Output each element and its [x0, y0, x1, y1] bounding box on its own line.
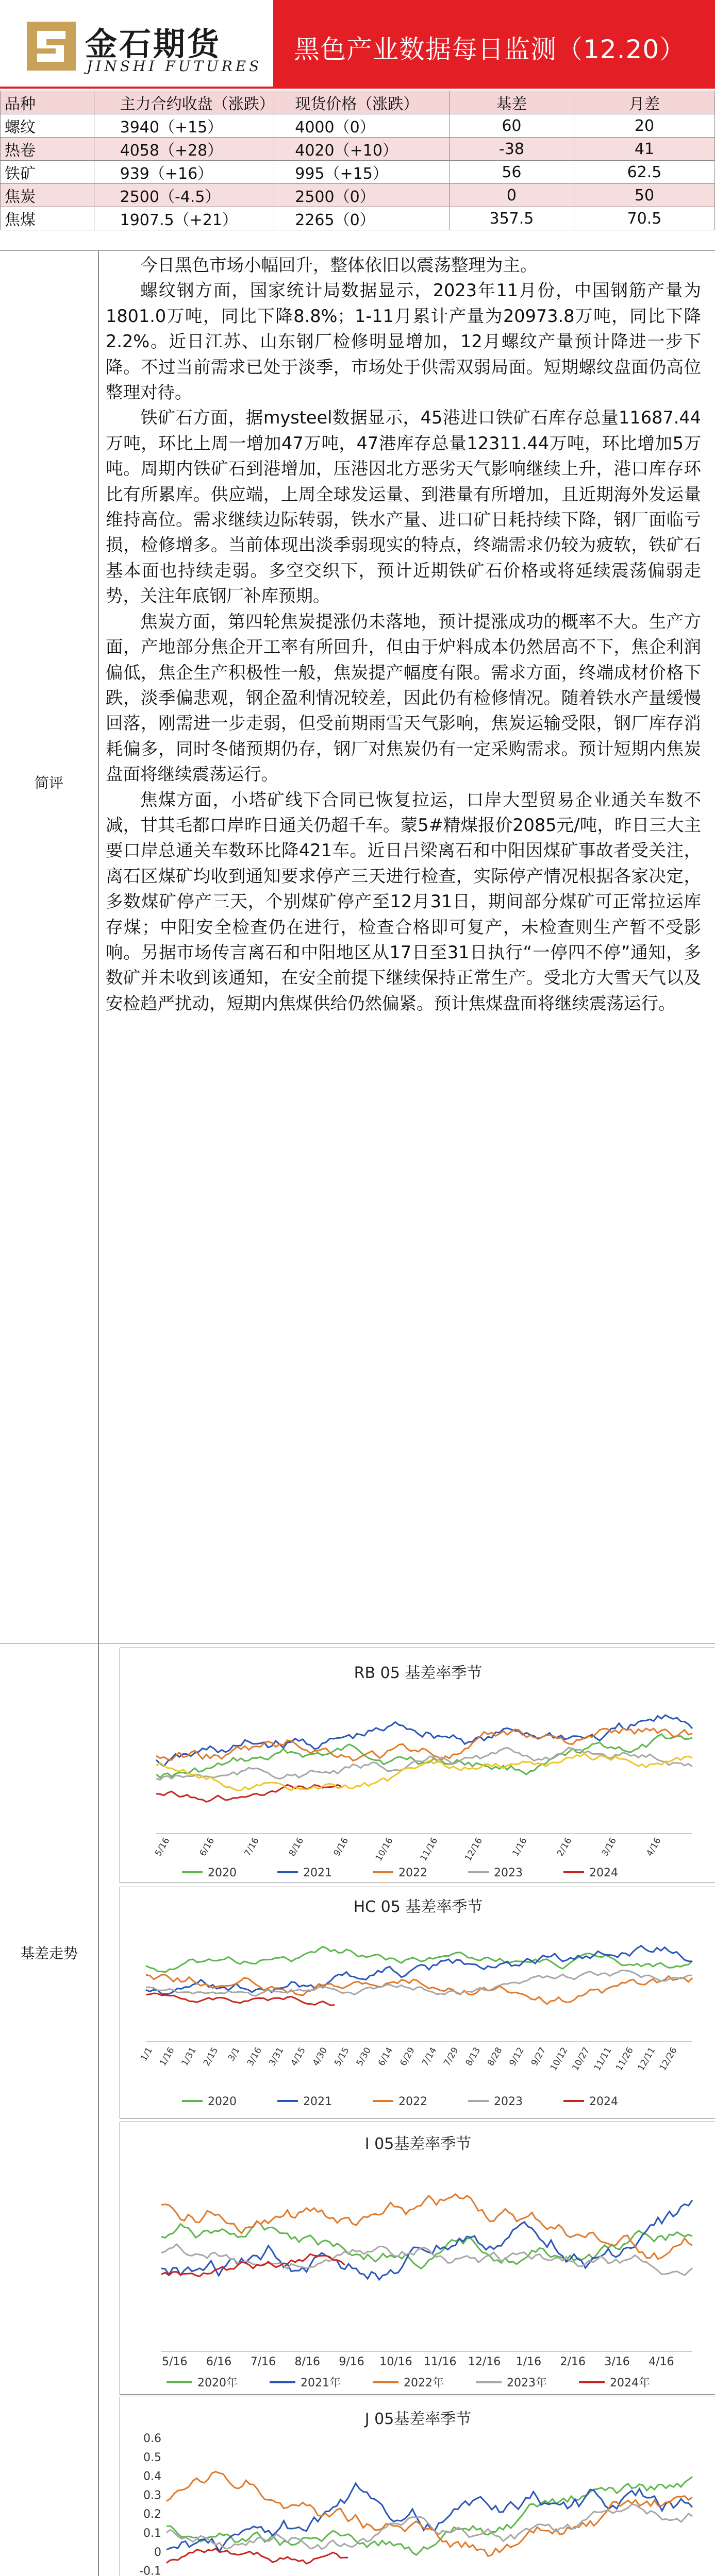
- x-tick-label: 11/16: [418, 1836, 440, 1863]
- x-tick-label: 8/13: [463, 2045, 483, 2068]
- x-tick-label: 8/16: [294, 2355, 320, 2368]
- legend-label: 2024年: [610, 2377, 650, 2389]
- legend-label: 2020: [208, 2095, 237, 2108]
- col-header: 月差: [574, 91, 714, 114]
- x-tick-label: 3/1: [226, 2045, 242, 2063]
- x-tick-label: 8/16: [287, 1836, 306, 1858]
- y-tick-label: -0.1: [139, 2565, 161, 2576]
- legend-label: 2021: [303, 2095, 332, 2108]
- legend-label: 2023: [494, 1867, 523, 1879]
- table-header-row: [1, 91, 715, 114]
- legend-label: 2023: [494, 2095, 523, 2108]
- table-cell: 357.5: [449, 207, 574, 230]
- commentary-label: 简评: [34, 774, 63, 791]
- x-tick-label: 12/26: [657, 2045, 679, 2073]
- chart-rb05-svg: [120, 1648, 715, 1883]
- y-tick-label: 0.6: [143, 2432, 161, 2445]
- report-header: [0, 0, 715, 88]
- chart-hc05: [120, 1887, 715, 2119]
- chart-title: HC 05 基差率季节: [353, 1898, 483, 1916]
- x-tick-label: 4/16: [649, 2355, 674, 2368]
- legend-label: 2022年: [404, 2377, 444, 2389]
- x-tick-label: 4/16: [644, 1836, 663, 1858]
- chart-title: I 05基差率季节: [364, 2135, 472, 2153]
- commentary-paragraph: 螺纹钢方面，国家统计局数据显示，2023年11月份，中国钢筋产量为1801.0万吨，同比下降8.8%；1-11月累计产量为20973.8万吨，同比下降2.2%。近日江苏、山东钢厂检修明显增加，12月螺纹产量预计降进一步下降。不过当前需求已处于淡季，市场处于供需双弱局面。短期螺纹盘面仍高位整理对待。: [106, 280, 701, 403]
- col-header: 主力合约收盘（涨跌）: [94, 91, 274, 114]
- series-line: [146, 1970, 692, 1996]
- x-tick-label: 10/16: [373, 1836, 395, 1863]
- x-tick-label: 7/16: [242, 1836, 261, 1858]
- legend-label: 2021: [303, 1867, 332, 1879]
- table-cell: 焦炭: [1, 184, 94, 207]
- commentary-paragraph: 焦煤方面，小塔矿线下合同已恢复拉运，口岸大型贸易企业通关车数不减，甘其毛都口岸昨日通关仍超千车。蒙5#精煤报价2085元/吨，昨日三大主要口岸总通关车数环比降421车。近日吕梁离石和中阳因煤矿事故者受关注，离石区煤矿均收到通知要求停产三天进行检查，实际停产情况根据各家决定，多数煤矿停产三天，个别煤矿停产至12月31日，期间部分煤矿可正常拉运库存煤；中阳安全检查仍在进行，检查合格即可复产，未检查则生产暂不受影响。另据市场传言离石和中阳地区从17日至31日执行“一停四不停”通知，多数矿并未收到该通知，在安全前提下继续保持正常生产。受北方大雪天气以及安检趋严扰动，短期内焦煤供给仍然偏紧。预计焦煤盘面将继续震荡运行。: [106, 789, 701, 1013]
- table-cell: 焦煤: [1, 207, 94, 230]
- table-cell: 4020（+10）: [274, 138, 450, 161]
- series-line: [167, 2477, 692, 2555]
- y-tick-label: 0.2: [143, 2508, 161, 2521]
- table-cell: 60: [449, 114, 574, 138]
- section-divider: [0, 250, 715, 251]
- x-tick-label: 3/16: [245, 2045, 264, 2068]
- x-tick-label: 1/16: [516, 2355, 542, 2368]
- legend-label: 2020: [208, 1867, 237, 1879]
- x-tick-label: 9/16: [331, 1836, 351, 1858]
- x-tick-label: 11/16: [424, 2355, 457, 2368]
- commentary-paragraph: 今日黑色市场小幅回升，整体依旧以震荡整理为主。: [140, 255, 538, 275]
- table-cell: 1907.5（+21）: [94, 207, 274, 230]
- y-tick-label: 0.3: [143, 2489, 161, 2502]
- y-tick-label: 0.1: [143, 2527, 161, 2540]
- x-tick-label: 3/16: [600, 1836, 619, 1858]
- table-cell: 2500（-4.5）: [94, 184, 274, 207]
- x-tick-label: 1/16: [158, 2045, 177, 2068]
- chart-i05-svg: [120, 2122, 715, 2394]
- x-tick-label: 11/11: [592, 2045, 614, 2073]
- x-tick-label: 5/30: [354, 2045, 374, 2068]
- series-line: [161, 2254, 345, 2276]
- legend-label: 2021年: [301, 2377, 341, 2389]
- table-cell: 41: [574, 138, 714, 161]
- x-tick-label: 1/16: [510, 1836, 529, 1858]
- col-header: 现货价格（涨跌）: [274, 91, 450, 114]
- table-cell: 995（+15）: [274, 161, 450, 184]
- x-tick-label: 1/31: [179, 2045, 198, 2068]
- chart-title: J 05基差率季节: [364, 2410, 472, 2428]
- x-tick-label: 7/16: [250, 2355, 276, 2368]
- x-tick-label: 2/16: [555, 1836, 574, 1858]
- x-tick-label: 12/16: [468, 2355, 501, 2368]
- series-line: [156, 1734, 692, 1778]
- table-cell: 50: [574, 184, 714, 207]
- legend-label: 2024: [589, 2095, 618, 2108]
- company-name-cn: 金石期货: [85, 25, 222, 63]
- x-tick-label: 1/1: [139, 2045, 155, 2063]
- x-tick-label: 10/27: [570, 2045, 592, 2073]
- company-logo-icon: [27, 22, 76, 71]
- x-tick-label: 7/14: [420, 2045, 439, 2068]
- series-line: [156, 1753, 692, 1790]
- table-row: [1, 138, 715, 161]
- quote-table: [0, 91, 715, 230]
- x-tick-label: 5/15: [332, 2045, 352, 2068]
- x-tick-label: 9/12: [507, 2045, 526, 2068]
- table-cell: 20: [574, 114, 714, 138]
- table-cell: 0: [449, 184, 574, 207]
- x-tick-label: 2/16: [560, 2355, 586, 2368]
- x-tick-label: 6/29: [398, 2045, 417, 2068]
- x-tick-label: 5/16: [162, 2355, 188, 2368]
- basis-label: 基差走势: [20, 1945, 78, 1962]
- y-tick-label: 0: [154, 2546, 161, 2559]
- col-header: 基差: [449, 91, 574, 114]
- x-tick-label: 12/16: [463, 1836, 485, 1863]
- x-tick-label: 9/16: [339, 2355, 364, 2368]
- series-line: [156, 1728, 692, 1761]
- table-cell: 2500（0）: [274, 184, 450, 207]
- table-row: [1, 207, 715, 230]
- col-header: 品种: [1, 91, 94, 114]
- table-cell: -38: [449, 138, 574, 161]
- chart-j05: [120, 2397, 715, 2576]
- table-cell: 4000（0）: [274, 114, 450, 138]
- x-tick-label: 4/15: [289, 2045, 308, 2068]
- table-cell: 4058（+28）: [94, 138, 274, 161]
- chart-rb05: [120, 1648, 715, 1883]
- x-tick-label: 6/16: [206, 2355, 232, 2368]
- x-tick-label: 6/14: [376, 2045, 395, 2068]
- x-tick-label: 3/16: [604, 2355, 630, 2368]
- series-line: [146, 1993, 335, 2005]
- table-cell: 939（+16）: [94, 161, 274, 184]
- legend-label: 2020年: [197, 2377, 238, 2389]
- x-tick-label: 11/26: [614, 2045, 636, 2073]
- y-tick-label: 0.4: [143, 2470, 161, 2483]
- chart-hc05-svg: [120, 1887, 715, 2118]
- x-tick-label: 10/12: [548, 2045, 570, 2073]
- x-tick-label: 2/15: [201, 2045, 221, 2068]
- chart-i05: [120, 2122, 715, 2395]
- x-tick-label: 8/28: [486, 2045, 505, 2068]
- logo-area: [0, 0, 273, 88]
- legend-label: 2023年: [507, 2377, 547, 2389]
- table-cell: 3940（+15）: [94, 114, 274, 138]
- x-tick-label: 9/27: [529, 2045, 548, 2068]
- table-row: [1, 114, 715, 138]
- commentary-paragraph: 铁矿石方面，据mysteel数据显示，45港进口铁矿石库存总量11687.44万吨，环比上周一增加47万吨，47港库存总量12311.44万吨，环比增加5万吨。周期内铁矿石到港增加，压港因北方恶劣天气影响继续上升，港口库存环比有所累库。供应端，上周全球发运量、到港量有所增加，且近期海外发运量维持高位。需求继续边际转弱，铁水产量、进口矿日耗持续下降，钢厂面临亏损，检修增多。当前体现出淡季弱现实的特点，终端需求仍较为疲软，铁矿石基本面也持续走弱。多空交织下，预计近期铁矿石价格或将延续震荡偏弱走势，关注年底钢厂补库预期。: [106, 408, 701, 606]
- section-vertical-rule: [98, 250, 99, 1643]
- x-tick-label: 4/30: [310, 2045, 330, 2068]
- company-name-en: JINSHI FUTURES: [87, 58, 262, 75]
- series-line: [161, 2200, 692, 2280]
- commentary-body: [106, 252, 701, 1016]
- table-cell: 70.5: [574, 207, 714, 230]
- section-divider: [0, 1643, 715, 1644]
- table-cell: 62.5: [574, 161, 714, 184]
- table-row: [1, 184, 715, 207]
- table-cell: 热卷: [1, 138, 94, 161]
- table-cell: 铁矿: [1, 161, 94, 184]
- x-tick-label: 5/16: [153, 1836, 172, 1858]
- x-tick-label: 7/29: [442, 2045, 461, 2068]
- chart-title: RB 05 基差率季节: [354, 1664, 483, 1682]
- x-tick-label: 3/31: [267, 2045, 286, 2068]
- series-line: [167, 2549, 348, 2564]
- table-cell: 螺纹: [1, 114, 94, 138]
- x-tick-label: 6/16: [197, 1836, 217, 1858]
- section-vertical-rule: [98, 1643, 99, 2576]
- table-cell: 2265（0）: [274, 207, 450, 230]
- title-banner: [273, 0, 715, 88]
- series-line: [167, 2472, 692, 2556]
- commentary-paragraph: 焦炭方面，第四轮焦炭提涨仍未落地，预计提涨成功的概率不大。生产方面，产地部分焦企开工率有所回升，但由于炉料成本仍然居高不下，焦企利润偏低，焦企生产积极性一般，焦炭提产幅度有限。需求方面，终端成材价格下跌，淡季偏悲观，钢企盈利情况较差，因此仍有检修情况。随着铁水产量缓慢回落，刚需进一步走弱，但受前期雨雪天气影响，焦炭运输受限，钢厂库存消耗偏多，同时冬储预期仍存，钢厂对焦炭仍有一定采购需求。预计短期内焦炭盘面将继续震荡运行。: [106, 611, 701, 785]
- chart-j05-svg: [120, 2397, 715, 2576]
- table-cell: 56: [449, 161, 574, 184]
- header-divider: [0, 87, 715, 89]
- series-line: [146, 1947, 692, 1972]
- x-tick-label: 10/16: [379, 2355, 412, 2368]
- x-tick-label: 12/11: [636, 2045, 658, 2073]
- legend-label: 2024: [589, 1867, 618, 1879]
- y-tick-label: 0.5: [143, 2451, 161, 2464]
- table-row: [1, 161, 715, 184]
- report-title: 黑色产业数据每日监测（12.20）: [294, 35, 686, 64]
- legend-label: 2022: [398, 1867, 427, 1879]
- legend-label: 2022: [398, 2095, 427, 2108]
